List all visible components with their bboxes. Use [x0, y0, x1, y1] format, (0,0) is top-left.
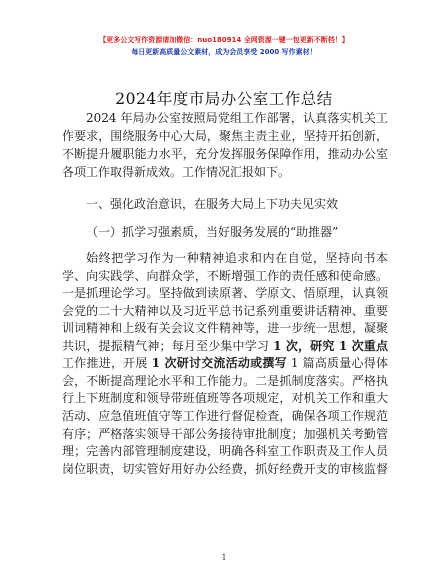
text-run: 共识，提振精气神；每月至少集中学习: [62, 339, 270, 353]
body-line: 学、向实践学、向群众学，不断增强工作的责任感和使命感。: [62, 269, 388, 283]
body-line: 会党的二十大精神以及习近平总书记系列重要讲话精神、重要: [62, 304, 388, 318]
section-heading: 一、强化政治意识，在服务大局上下功夫见实效: [86, 197, 339, 211]
text-run: 1 篇高质量心得体: [290, 356, 388, 370]
body-line: 一是抓理论学习。坚持做到读原著、学原文、悟原理，认真领: [62, 286, 388, 300]
body-line: 各项工作取得新成效。工作情况汇报如下。: [62, 165, 291, 179]
document-title: 2024年度市局办公室工作总结: [115, 90, 333, 108]
body-line: 理；完善内部管理制度建设，明确各科室工作职责及工作人员: [62, 444, 388, 458]
body-line: 会，不断提高理论水平和工作能力。二是抓制度落实。严格执: [62, 374, 388, 388]
body-line: 不断提升履职能力水平，充分发挥服务保障作用，推动办公室: [62, 147, 388, 161]
body-line: 岗位职责，切实管好用好办公经费，抓好经费开支的审核监督: [62, 462, 388, 476]
body-line: 始终把学习作为一种精神追求和内在自觉，坚持向书本: [86, 251, 388, 265]
text-run-bold: 1 次研讨交流活动或撰写: [151, 356, 287, 370]
body-line: 作要求，围绕服务中心大局，聚焦主责主业，坚持开拓创新，: [62, 129, 388, 143]
promo-banner-line-2: 每日更新高质量公文素材，成为会员享受 2000 写作素材！: [131, 48, 317, 56]
text-run-bold: 1 次，研究 1 次重点: [273, 339, 388, 353]
body-line: 训词精神和上级有关会议文件精神等，进一步统一思想，凝聚: [62, 321, 388, 335]
body-line: 有序；严格落实领导干部公务接待审批制度；加强机关考勤管: [62, 427, 388, 441]
subsection-heading: （一）抓学习强素质，当好服务发展的“助推器”: [86, 225, 339, 239]
body-line: 2024 年局办公室按照局党组工作部署，认真落实机关工: [86, 111, 388, 125]
body-line: 活动、应急值班值守等工作进行督促检查，确保各项工作规范: [62, 409, 388, 423]
body-line: [62, 338, 388, 354]
promo-banner-line-1: 【更多公文写作资源请加微信：nuo180914 全网资源一键一包更新不断档！】: [99, 36, 349, 44]
body-line: [62, 355, 388, 371]
page-number: 1: [221, 553, 227, 562]
text-run: 工作推进，开展: [62, 356, 148, 370]
body-line: 行上下班制度和领导带班值班等各项规定，对机关工作和重大: [62, 391, 388, 405]
